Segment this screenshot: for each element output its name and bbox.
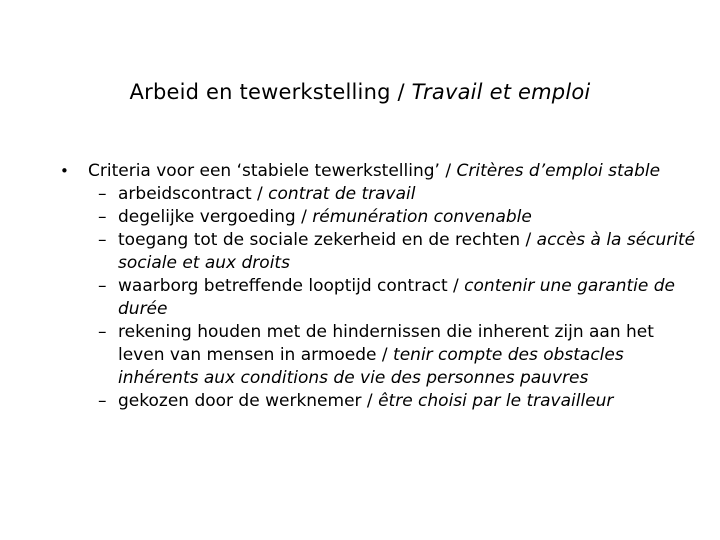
slide-body: [60, 160, 700, 413]
title-dutch: Arbeid en tewerkstelling /: [129, 80, 412, 104]
list-item: [60, 183, 700, 206]
item-dutch: gekozen door de werknemer /: [118, 391, 379, 411]
item-french: tenir compte des obstacles inhérents aux conditions de vie des personnes pauvres: [118, 345, 624, 388]
item-dutch: rekening houden met de hindernissen die inherent zijn aan het leven van mensen in armoede /: [118, 322, 654, 365]
criteria-list: [60, 183, 700, 413]
item-dutch: waarborg betreffende looptijd contract /: [118, 276, 465, 296]
item-french: accès à la sécurité sociale et aux droits: [118, 230, 696, 273]
item-dutch: degelijke vergoeding /: [118, 207, 313, 227]
dash-icon: –: [98, 230, 107, 250]
list-item: [60, 390, 700, 413]
list-item: [60, 206, 700, 229]
item-french: contenir une garantie de durée: [118, 276, 676, 319]
dash-icon: –: [98, 391, 107, 411]
main-bullet: [60, 160, 700, 183]
dash-icon: –: [98, 322, 107, 342]
item-french: rémunération convenable: [312, 207, 532, 227]
dash-icon: –: [98, 184, 107, 204]
item-dutch: toegang tot de sociale zekerheid en de rechten /: [118, 230, 537, 250]
bullet-dutch: Criteria voor een ‘stabiele tewerkstelling’ /: [88, 161, 457, 181]
list-item: [60, 275, 700, 321]
title-french: Travail et emploi: [411, 80, 591, 104]
slide-title: [0, 80, 720, 104]
bullet-dot-icon: •: [60, 162, 69, 180]
item-french: contrat de travail: [268, 184, 416, 204]
item-dutch: arbeidscontract /: [118, 184, 269, 204]
item-french: être choisi par le travailleur: [378, 391, 614, 411]
list-item: [60, 321, 700, 390]
list-item: [60, 229, 700, 275]
bullet-french: Critères d’emploi stable: [456, 161, 661, 181]
dash-icon: –: [98, 207, 107, 227]
dash-icon: –: [98, 276, 107, 296]
